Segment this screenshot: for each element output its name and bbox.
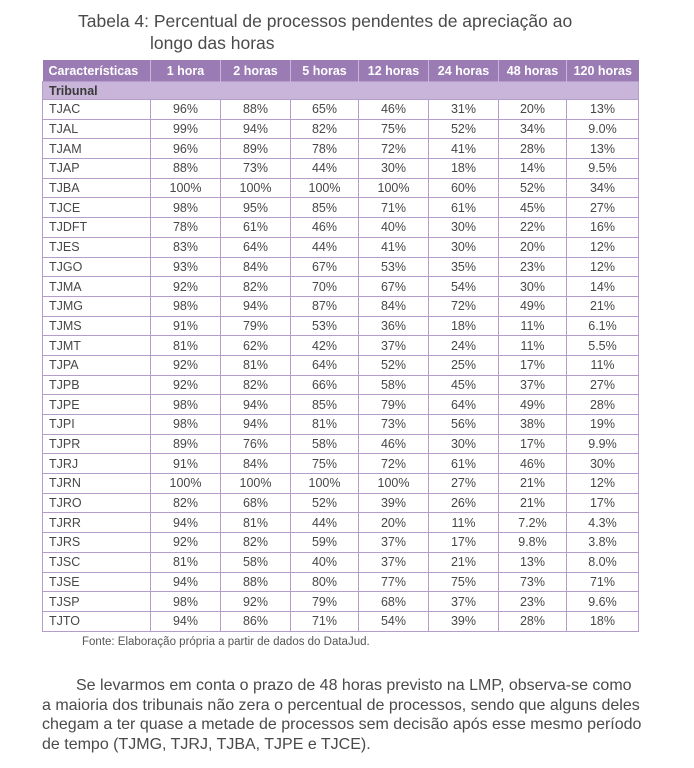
- percent-cell: 30%: [499, 277, 567, 297]
- percent-cell: 52%: [359, 355, 429, 375]
- table-row: [43, 572, 639, 592]
- percent-cell: 96%: [151, 139, 221, 159]
- percent-cell: 9.8%: [499, 533, 567, 553]
- percent-cell: 94%: [221, 296, 291, 316]
- tribunal-name-cell: TJSE: [43, 572, 151, 592]
- percent-cell: 11%: [429, 513, 499, 533]
- percent-cell: 21%: [499, 493, 567, 513]
- percent-cell: 65%: [291, 100, 359, 120]
- percent-cell: 67%: [291, 257, 359, 277]
- percent-cell: 58%: [359, 375, 429, 395]
- percent-cell: 36%: [359, 316, 429, 336]
- percent-cell: 77%: [359, 572, 429, 592]
- column-header: 2 horas: [221, 60, 291, 82]
- tribunal-name-cell: TJPE: [43, 395, 151, 415]
- percent-cell: 60%: [429, 178, 499, 198]
- table-row: [43, 178, 639, 198]
- tribunal-name-cell: TJCE: [43, 198, 151, 218]
- percent-cell: 52%: [291, 493, 359, 513]
- percent-cell: 4.3%: [567, 513, 639, 533]
- percent-cell: 27%: [429, 474, 499, 494]
- percent-cell: 100%: [151, 178, 221, 198]
- percent-cell: 73%: [221, 159, 291, 179]
- percent-cell: 56%: [429, 415, 499, 435]
- percent-cell: 25%: [429, 355, 499, 375]
- percent-cell: 30%: [429, 218, 499, 238]
- percent-cell: 3.8%: [567, 533, 639, 553]
- percent-cell: 88%: [151, 159, 221, 179]
- percent-cell: 98%: [151, 296, 221, 316]
- column-header: 120 horas: [567, 60, 639, 82]
- percent-cell: 46%: [291, 218, 359, 238]
- percent-cell: 34%: [499, 119, 567, 139]
- percent-cell: 18%: [429, 316, 499, 336]
- percent-cell: 44%: [291, 513, 359, 533]
- percent-cell: 84%: [221, 257, 291, 277]
- percent-cell: 20%: [499, 237, 567, 257]
- percent-cell: 100%: [291, 178, 359, 198]
- percent-cell: 26%: [429, 493, 499, 513]
- percent-cell: 95%: [221, 198, 291, 218]
- table-row: [43, 395, 639, 415]
- percent-cell: 91%: [151, 454, 221, 474]
- percent-cell: 8.0%: [567, 552, 639, 572]
- percent-cell: 38%: [499, 415, 567, 435]
- percent-cell: 23%: [499, 257, 567, 277]
- percent-cell: 82%: [221, 533, 291, 553]
- percent-cell: 17%: [499, 434, 567, 454]
- tribunal-name-cell: TJSP: [43, 592, 151, 612]
- percent-cell: 98%: [151, 198, 221, 218]
- table-row: [43, 474, 639, 494]
- percent-cell: 37%: [499, 375, 567, 395]
- percent-cell: 12%: [567, 257, 639, 277]
- percent-cell: 64%: [429, 395, 499, 415]
- tribunal-name-cell: TJGO: [43, 257, 151, 277]
- percent-cell: 79%: [221, 316, 291, 336]
- percent-cell: 94%: [221, 395, 291, 415]
- table-row: [43, 611, 639, 631]
- percent-cell: 54%: [429, 277, 499, 297]
- tribunal-name-cell: TJSC: [43, 552, 151, 572]
- percent-cell: 89%: [221, 139, 291, 159]
- percent-cell: 14%: [567, 277, 639, 297]
- percent-cell: 58%: [221, 552, 291, 572]
- percent-cell: 73%: [359, 415, 429, 435]
- percent-cell: 31%: [429, 100, 499, 120]
- tribunal-name-cell: TJAP: [43, 159, 151, 179]
- table-row: [43, 415, 639, 435]
- percent-cell: 44%: [291, 237, 359, 257]
- paragraph-text: Se levarmos em conta o prazo de 48 horas previsto na LMP, observa-se como a maioria dos tribunais não zera o percentual de processos, sendo que alguns deles chegam a ter quase a metade de processos sem decisão após esse mesmo período de tempo (TJMG, TJRJ, TJBA, TJPE e TJCE).: [42, 677, 642, 753]
- percent-cell: 59%: [291, 533, 359, 553]
- percent-cell: 27%: [567, 198, 639, 218]
- percent-cell: 98%: [151, 415, 221, 435]
- percent-cell: 53%: [291, 316, 359, 336]
- tribunal-name-cell: TJAL: [43, 119, 151, 139]
- tribunal-name-cell: TJPA: [43, 355, 151, 375]
- percent-cell: 62%: [221, 336, 291, 356]
- percent-cell: 82%: [221, 277, 291, 297]
- table-row: [43, 257, 639, 277]
- percent-cell: 75%: [291, 454, 359, 474]
- percent-cell: 18%: [567, 611, 639, 631]
- percent-cell: 92%: [151, 355, 221, 375]
- group-row: [43, 82, 639, 100]
- percent-cell: 61%: [429, 454, 499, 474]
- percent-cell: 94%: [151, 611, 221, 631]
- percent-cell: 17%: [429, 533, 499, 553]
- percent-cell: 9.9%: [567, 434, 639, 454]
- percent-cell: 20%: [499, 100, 567, 120]
- percent-cell: 81%: [291, 415, 359, 435]
- percent-cell: 54%: [359, 611, 429, 631]
- percent-cell: 100%: [291, 474, 359, 494]
- percent-cell: 99%: [151, 119, 221, 139]
- percent-cell: 64%: [221, 237, 291, 257]
- table-row: [43, 513, 639, 533]
- percent-cell: 9.5%: [567, 159, 639, 179]
- pending-processes-table: [42, 60, 639, 632]
- percent-cell: 88%: [221, 572, 291, 592]
- percent-cell: 23%: [499, 592, 567, 612]
- percent-cell: 37%: [359, 336, 429, 356]
- percent-cell: 92%: [151, 375, 221, 395]
- table-row: [43, 375, 639, 395]
- percent-cell: 73%: [499, 572, 567, 592]
- percent-cell: 78%: [151, 218, 221, 238]
- tribunal-name-cell: TJRR: [43, 513, 151, 533]
- percent-cell: 76%: [221, 434, 291, 454]
- table-row: [43, 139, 639, 159]
- percent-cell: 100%: [359, 178, 429, 198]
- percent-cell: 87%: [291, 296, 359, 316]
- percent-cell: 53%: [359, 257, 429, 277]
- percent-cell: 37%: [359, 552, 429, 572]
- percent-cell: 28%: [499, 139, 567, 159]
- percent-cell: 21%: [429, 552, 499, 572]
- percent-cell: 5.5%: [567, 336, 639, 356]
- percent-cell: 79%: [291, 592, 359, 612]
- tribunal-name-cell: TJPR: [43, 434, 151, 454]
- percent-cell: 24%: [429, 336, 499, 356]
- percent-cell: 21%: [499, 474, 567, 494]
- percent-cell: 94%: [151, 513, 221, 533]
- table-source: Fonte: Elaboração própria a partir de dados do DataJud.: [82, 636, 370, 648]
- percent-cell: 30%: [429, 434, 499, 454]
- percent-cell: 68%: [221, 493, 291, 513]
- percent-cell: 7.2%: [499, 513, 567, 533]
- table-row: [43, 552, 639, 572]
- percent-cell: 100%: [221, 474, 291, 494]
- percent-cell: 79%: [359, 395, 429, 415]
- percent-cell: 94%: [221, 119, 291, 139]
- table-row: [43, 159, 639, 179]
- percent-cell: 88%: [221, 100, 291, 120]
- percent-cell: 94%: [151, 572, 221, 592]
- percent-cell: 20%: [359, 513, 429, 533]
- tribunal-name-cell: TJAM: [43, 139, 151, 159]
- percent-cell: 98%: [151, 395, 221, 415]
- percent-cell: 45%: [499, 198, 567, 218]
- percent-cell: 41%: [429, 139, 499, 159]
- table-row: [43, 434, 639, 454]
- percent-cell: 39%: [429, 611, 499, 631]
- tribunal-name-cell: TJPB: [43, 375, 151, 395]
- column-header: 1 hora: [151, 60, 221, 82]
- table-row: [43, 316, 639, 336]
- percent-cell: 71%: [291, 611, 359, 631]
- percent-cell: 84%: [359, 296, 429, 316]
- percent-cell: 89%: [151, 434, 221, 454]
- table-row: [43, 355, 639, 375]
- percent-cell: 17%: [499, 355, 567, 375]
- percent-cell: 100%: [151, 474, 221, 494]
- percent-cell: 83%: [151, 237, 221, 257]
- percent-cell: 81%: [151, 336, 221, 356]
- percent-cell: 35%: [429, 257, 499, 277]
- caption-line-2: longo das horas: [150, 33, 275, 53]
- percent-cell: 84%: [221, 454, 291, 474]
- percent-cell: 27%: [567, 375, 639, 395]
- percent-cell: 92%: [151, 277, 221, 297]
- percent-cell: 21%: [567, 296, 639, 316]
- tribunal-name-cell: TJAC: [43, 100, 151, 120]
- column-header: 48 horas: [499, 60, 567, 82]
- percent-cell: 28%: [567, 395, 639, 415]
- percent-cell: 11%: [567, 355, 639, 375]
- tribunal-name-cell: TJMG: [43, 296, 151, 316]
- table-row: [43, 454, 639, 474]
- percent-cell: 82%: [291, 119, 359, 139]
- percent-cell: 49%: [499, 395, 567, 415]
- percent-cell: 61%: [221, 218, 291, 238]
- percent-cell: 28%: [499, 611, 567, 631]
- tribunal-name-cell: TJRO: [43, 493, 151, 513]
- percent-cell: 80%: [291, 572, 359, 592]
- tribunal-name-cell: TJMS: [43, 316, 151, 336]
- percent-cell: 96%: [151, 100, 221, 120]
- percent-cell: 41%: [359, 237, 429, 257]
- percent-cell: 91%: [151, 316, 221, 336]
- percent-cell: 100%: [359, 474, 429, 494]
- table-row: [43, 493, 639, 513]
- percent-cell: 75%: [429, 572, 499, 592]
- percent-cell: 42%: [291, 336, 359, 356]
- percent-cell: 85%: [291, 395, 359, 415]
- percent-cell: 66%: [291, 375, 359, 395]
- column-header: 24 horas: [429, 60, 499, 82]
- percent-cell: 22%: [499, 218, 567, 238]
- percent-cell: 82%: [221, 375, 291, 395]
- percent-cell: 17%: [567, 493, 639, 513]
- percent-cell: 46%: [499, 454, 567, 474]
- percent-cell: 72%: [429, 296, 499, 316]
- percent-cell: 100%: [221, 178, 291, 198]
- body-paragraph: [42, 676, 642, 754]
- table-row: [43, 336, 639, 356]
- percent-cell: 6.1%: [567, 316, 639, 336]
- percent-cell: 46%: [359, 100, 429, 120]
- percent-cell: 30%: [567, 454, 639, 474]
- percent-cell: 67%: [359, 277, 429, 297]
- percent-cell: 13%: [567, 139, 639, 159]
- tribunal-name-cell: TJDFT: [43, 218, 151, 238]
- percent-cell: 12%: [567, 237, 639, 257]
- percent-cell: 58%: [291, 434, 359, 454]
- table-row: [43, 218, 639, 238]
- percent-cell: 12%: [567, 474, 639, 494]
- tribunal-name-cell: TJMT: [43, 336, 151, 356]
- table-row: [43, 277, 639, 297]
- tribunal-name-cell: TJRN: [43, 474, 151, 494]
- tribunal-name-cell: TJRJ: [43, 454, 151, 474]
- percent-cell: 93%: [151, 257, 221, 277]
- percent-cell: 11%: [499, 316, 567, 336]
- percent-cell: 86%: [221, 611, 291, 631]
- tribunal-name-cell: TJRS: [43, 533, 151, 553]
- percent-cell: 45%: [429, 375, 499, 395]
- group-label: Tribunal: [43, 82, 639, 100]
- percent-cell: 52%: [429, 119, 499, 139]
- percent-cell: 78%: [291, 139, 359, 159]
- tribunal-name-cell: TJMA: [43, 277, 151, 297]
- percent-cell: 13%: [499, 552, 567, 572]
- table-row: [43, 533, 639, 553]
- percent-cell: 37%: [359, 533, 429, 553]
- percent-cell: 44%: [291, 159, 359, 179]
- percent-cell: 94%: [221, 415, 291, 435]
- tribunal-name-cell: TJBA: [43, 178, 151, 198]
- percent-cell: 81%: [221, 513, 291, 533]
- column-header-characteristics: Características: [43, 60, 151, 82]
- percent-cell: 13%: [567, 100, 639, 120]
- percent-cell: 71%: [567, 572, 639, 592]
- percent-cell: 39%: [359, 493, 429, 513]
- percent-cell: 72%: [359, 139, 429, 159]
- table-row: [43, 100, 639, 120]
- percent-cell: 81%: [221, 355, 291, 375]
- percent-cell: 82%: [151, 493, 221, 513]
- percent-cell: 70%: [291, 277, 359, 297]
- percent-cell: 49%: [499, 296, 567, 316]
- table-row: [43, 296, 639, 316]
- table-row: [43, 198, 639, 218]
- tribunal-name-cell: TJES: [43, 237, 151, 257]
- percent-cell: 46%: [359, 434, 429, 454]
- percent-cell: 98%: [151, 592, 221, 612]
- percent-cell: 19%: [567, 415, 639, 435]
- percent-cell: 18%: [429, 159, 499, 179]
- percent-cell: 92%: [151, 533, 221, 553]
- column-header: 12 horas: [359, 60, 429, 82]
- percent-cell: 71%: [359, 198, 429, 218]
- table-row: [43, 592, 639, 612]
- percent-cell: 61%: [429, 198, 499, 218]
- tribunal-name-cell: TJTO: [43, 611, 151, 631]
- table-caption: [78, 10, 598, 54]
- percent-cell: 34%: [567, 178, 639, 198]
- tribunal-name-cell: TJPI: [43, 415, 151, 435]
- table-row: [43, 237, 639, 257]
- percent-cell: 11%: [499, 336, 567, 356]
- percent-cell: 30%: [429, 237, 499, 257]
- percent-cell: 92%: [221, 592, 291, 612]
- percent-cell: 9.0%: [567, 119, 639, 139]
- table-row: [43, 119, 639, 139]
- percent-cell: 37%: [429, 592, 499, 612]
- percent-cell: 75%: [359, 119, 429, 139]
- percent-cell: 85%: [291, 198, 359, 218]
- percent-cell: 9.6%: [567, 592, 639, 612]
- percent-cell: 52%: [499, 178, 567, 198]
- percent-cell: 68%: [359, 592, 429, 612]
- column-header: 5 horas: [291, 60, 359, 82]
- percent-cell: 64%: [291, 355, 359, 375]
- caption-line-1: Tabela 4: Percentual de processos pendentes de apreciação ao: [78, 11, 573, 31]
- percent-cell: 72%: [359, 454, 429, 474]
- percent-cell: 16%: [567, 218, 639, 238]
- percent-cell: 40%: [291, 552, 359, 572]
- percent-cell: 40%: [359, 218, 429, 238]
- percent-cell: 81%: [151, 552, 221, 572]
- table-header-row: [43, 60, 639, 82]
- percent-cell: 14%: [499, 159, 567, 179]
- percent-cell: 30%: [359, 159, 429, 179]
